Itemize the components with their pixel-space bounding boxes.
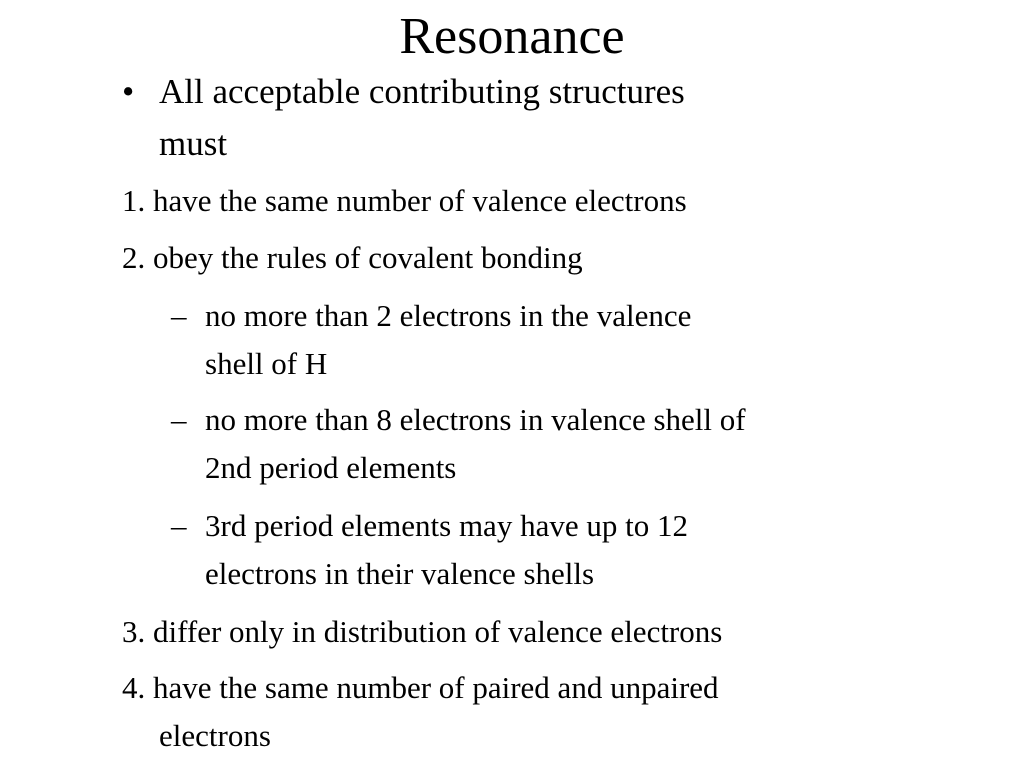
bullet-item bbox=[122, 66, 685, 118]
sub-item-1 bbox=[171, 290, 691, 342]
sub-item-text-line1: 3rd period elements may have up to 12 bbox=[205, 508, 688, 543]
item-text: obey the rules of covalent bonding bbox=[153, 240, 583, 275]
numbered-item-1 bbox=[122, 175, 687, 227]
slide-title: Resonance bbox=[399, 8, 625, 65]
bullet-text-line1: All acceptable contributing structures bbox=[159, 72, 685, 111]
sub-item-text-line2: 2nd period elements bbox=[205, 450, 457, 485]
dash-marker: – bbox=[171, 298, 187, 333]
bullet-text-line2: must bbox=[159, 124, 228, 163]
sub-item-3 bbox=[171, 500, 688, 552]
item-text-line2: electrons bbox=[159, 718, 271, 753]
item-text: have the same number of valence electrons bbox=[153, 183, 687, 218]
sub-item-text-line2: shell of H bbox=[205, 346, 328, 381]
sub-item-2 bbox=[171, 394, 746, 446]
sub-item-text-line1: no more than 8 electrons in valence shell of bbox=[205, 402, 746, 437]
numbered-item-3 bbox=[122, 606, 722, 658]
item-number: 4. bbox=[122, 670, 146, 705]
item-number: 1. bbox=[122, 183, 146, 218]
sub-item-text-line1: no more than 2 electrons in the valence bbox=[205, 298, 692, 333]
sub-item-text-line2: electrons in their valence shells bbox=[205, 556, 595, 591]
item-text: differ only in distribution of valence electrons bbox=[153, 614, 723, 649]
dash-marker: – bbox=[171, 402, 187, 437]
item-text-line1: have the same number of paired and unpaired bbox=[153, 670, 719, 705]
dash-marker: – bbox=[171, 508, 187, 543]
item-number: 3. bbox=[122, 614, 146, 649]
numbered-item-2 bbox=[122, 232, 583, 284]
item-number: 2. bbox=[122, 240, 146, 275]
numbered-item-4 bbox=[122, 662, 719, 714]
bullet-marker: • bbox=[122, 72, 135, 111]
